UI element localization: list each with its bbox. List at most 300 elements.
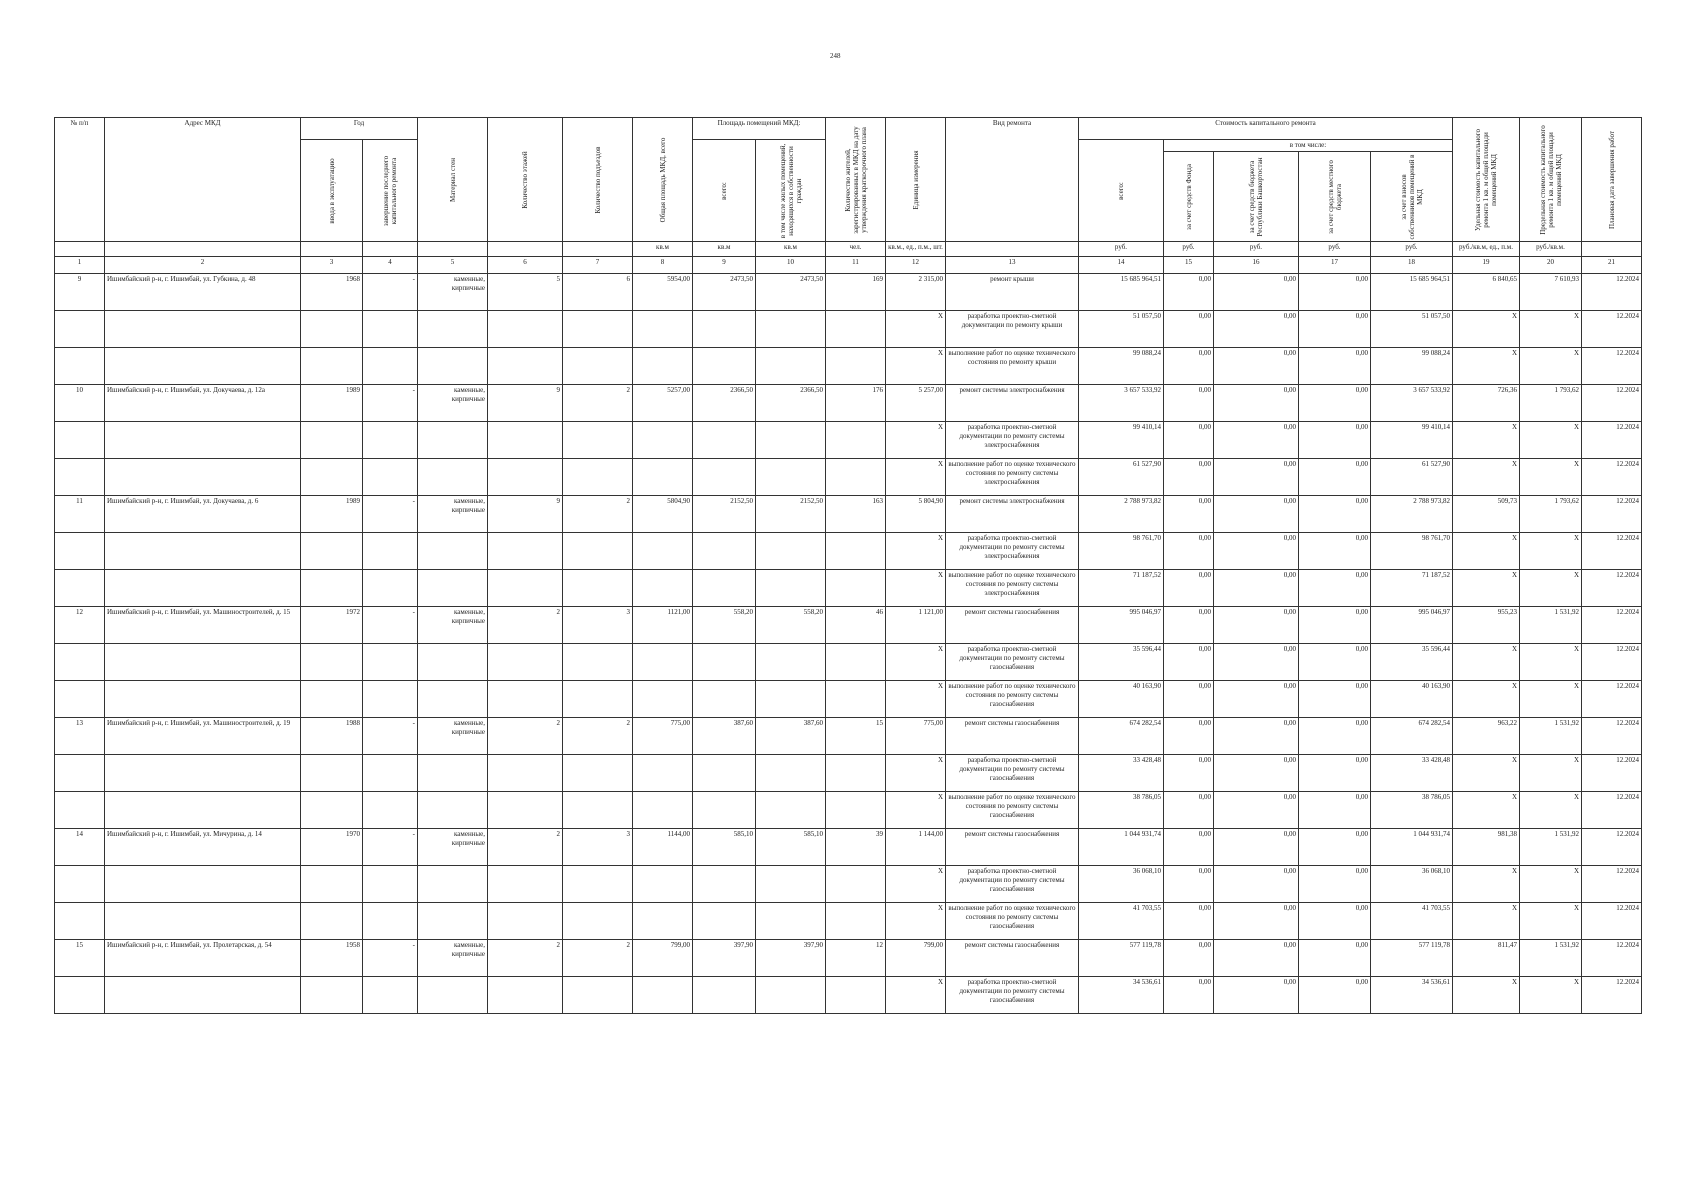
house-floors	[488, 570, 563, 607]
work-limit-cost: X	[1520, 644, 1582, 681]
work-unit-cost: 981,38	[1453, 829, 1520, 866]
house-premises-total: 2473,50	[693, 274, 756, 311]
work-type: ремонт системы газоснабжения	[946, 940, 1079, 977]
header-num: № п/п	[55, 118, 105, 242]
work-cost-total: 99 088,24	[1079, 348, 1164, 385]
header-cost-republic: за счет средств бюджета Республики Башкортостан	[1214, 152, 1299, 242]
work-cost-local: 0,00	[1299, 533, 1371, 570]
work-cost-owners: 38 786,05	[1371, 792, 1453, 829]
header-cost-local: за счет средств местного бюджета	[1299, 152, 1371, 242]
house-last-repair	[363, 311, 418, 348]
header-limit-cost: Предельная стоимость капитального ремонта 1 кв. м общей площади помещений МКД	[1520, 118, 1582, 242]
house-residents	[826, 681, 886, 718]
work-planned-date: 12.2024	[1582, 274, 1642, 311]
house-total-area: 799,00	[633, 940, 693, 977]
house-floors: 2	[488, 607, 563, 644]
header-incl: в том числе:	[1164, 140, 1453, 152]
work-cost-local: 0,00	[1299, 792, 1371, 829]
work-planned-date: 12.2024	[1582, 755, 1642, 792]
house-year: 1989	[301, 496, 363, 533]
house-entrances: 2	[563, 496, 633, 533]
house-premises-total	[693, 903, 756, 940]
work-limit-cost: X	[1520, 977, 1582, 1014]
house-total-area	[633, 866, 693, 903]
house-residents	[826, 644, 886, 681]
house-premises-residential: 558,20	[756, 607, 826, 644]
work-cost-republic: 0,00	[1214, 792, 1299, 829]
house-num: 11	[55, 496, 105, 533]
house-last-repair: -	[363, 385, 418, 422]
work-cost-local: 0,00	[1299, 644, 1371, 681]
header-unit: Единица измерения	[886, 118, 946, 242]
work-limit-cost: X	[1520, 533, 1582, 570]
house-num	[55, 533, 105, 570]
house-address: Ишимбайский р-н, г. Ишимбай, ул. Губкина, д. 48	[105, 274, 301, 311]
work-cost-total: 1 044 931,74	[1079, 829, 1164, 866]
house-num	[55, 755, 105, 792]
header-planned-date: Плановая дата завершения работ	[1582, 118, 1642, 242]
house-residents: 169	[826, 274, 886, 311]
house-entrances: 2	[563, 718, 633, 755]
house-year: 1970	[301, 829, 363, 866]
work-cost-total: 41 703,55	[1079, 903, 1164, 940]
house-num	[55, 866, 105, 903]
work-type: ремонт системы газоснабжения	[946, 607, 1079, 644]
house-entrances	[563, 681, 633, 718]
work-cost-owners: 33 428,48	[1371, 755, 1453, 792]
house-address	[105, 792, 301, 829]
work-cost-owners: 577 119,78	[1371, 940, 1453, 977]
house-total-area	[633, 533, 693, 570]
house-premises-total	[693, 348, 756, 385]
work-type: выполнение работ по оценке технического состояния по ремонту системы газоснабжения	[946, 903, 1079, 940]
house-year	[301, 681, 363, 718]
work-planned-date: 12.2024	[1582, 903, 1642, 940]
house-floors: 2	[488, 718, 563, 755]
house-num: 10	[55, 385, 105, 422]
header-cost-group: Стоимость капитального ремонта	[1079, 118, 1453, 140]
house-address: Ишимбайский р-н, г. Ишимбай, ул. Мичурина, д. 14	[105, 829, 301, 866]
work-cost-owners: 99 410,14	[1371, 422, 1453, 459]
house-residents	[826, 792, 886, 829]
work-unit-cost: X	[1453, 792, 1520, 829]
work-unit-cost: X	[1453, 533, 1520, 570]
work-cost-total: 3 657 533,92	[1079, 385, 1164, 422]
house-entrances: 3	[563, 829, 633, 866]
work-cost-owners: 3 657 533,92	[1371, 385, 1453, 422]
work-cost-owners: 36 068,10	[1371, 866, 1453, 903]
work-unit-cost: 955,23	[1453, 607, 1520, 644]
house-residents: 163	[826, 496, 886, 533]
house-total-area	[633, 903, 693, 940]
house-year	[301, 866, 363, 903]
work-cost-fund: 0,00	[1164, 644, 1214, 681]
unit-cost-owners: руб.	[1371, 242, 1453, 257]
house-last-repair	[363, 570, 418, 607]
house-last-repair	[363, 459, 418, 496]
work-type: разработка проектно-сметной документации по ремонту крыши	[946, 311, 1079, 348]
work-cost-fund: 0,00	[1164, 792, 1214, 829]
work-cost-owners: 71 187,52	[1371, 570, 1453, 607]
table-body	[55, 274, 1642, 1014]
work-unit: 1 144,00	[886, 829, 946, 866]
house-year	[301, 792, 363, 829]
house-premises-residential	[756, 459, 826, 496]
house-num	[55, 644, 105, 681]
work-limit-cost: X	[1520, 755, 1582, 792]
work-type: выполнение работ по оценке технического состояния по ремонту системы электроснабжения	[946, 570, 1079, 607]
table-row	[55, 940, 1642, 977]
house-total-area	[633, 681, 693, 718]
house-residents	[826, 570, 886, 607]
house-material	[418, 570, 488, 607]
house-address	[105, 977, 301, 1014]
header-work-type: Вид ремонта	[946, 118, 1079, 242]
header-address: Адрес МКД	[105, 118, 301, 242]
house-residents: 39	[826, 829, 886, 866]
house-entrances	[563, 644, 633, 681]
work-unit: X	[886, 570, 946, 607]
house-premises-total	[693, 755, 756, 792]
house-total-area	[633, 977, 693, 1014]
house-total-area	[633, 311, 693, 348]
house-num: 12	[55, 607, 105, 644]
work-cost-total: 99 410,14	[1079, 422, 1164, 459]
work-cost-total: 577 119,78	[1079, 940, 1164, 977]
work-planned-date: 12.2024	[1582, 607, 1642, 644]
work-cost-local: 0,00	[1299, 866, 1371, 903]
work-unit-cost: X	[1453, 977, 1520, 1014]
house-premises-total	[693, 422, 756, 459]
table-row	[55, 718, 1642, 755]
work-unit: X	[886, 903, 946, 940]
table-row	[55, 459, 1642, 496]
work-type: выполнение работ по оценке технического состояния по ремонту крыши	[946, 348, 1079, 385]
work-planned-date: 12.2024	[1582, 940, 1642, 977]
house-last-repair	[363, 977, 418, 1014]
work-unit-cost: X	[1453, 348, 1520, 385]
work-cost-republic: 0,00	[1214, 644, 1299, 681]
house-residents	[826, 866, 886, 903]
house-material	[418, 644, 488, 681]
work-cost-republic: 0,00	[1214, 274, 1299, 311]
work-cost-republic: 0,00	[1214, 533, 1299, 570]
header-residents: Количество жителей, зарегистрированных в МКД на дату утверждения краткосрочного плана	[826, 118, 886, 242]
house-last-repair	[363, 533, 418, 570]
house-premises-total: 2366,50	[693, 385, 756, 422]
house-premises-total: 558,20	[693, 607, 756, 644]
house-premises-residential	[756, 348, 826, 385]
table-row	[55, 681, 1642, 718]
unit-limit-cost: руб./кв.м.	[1520, 242, 1582, 257]
work-cost-total: 38 786,05	[1079, 792, 1164, 829]
work-cost-owners: 2 788 973,82	[1371, 496, 1453, 533]
unit-cost-total: руб.	[1079, 242, 1164, 257]
house-material	[418, 792, 488, 829]
house-floors: 2	[488, 940, 563, 977]
house-address	[105, 866, 301, 903]
house-num	[55, 311, 105, 348]
work-cost-owners: 61 527,90	[1371, 459, 1453, 496]
house-year	[301, 570, 363, 607]
work-cost-total: 61 527,90	[1079, 459, 1164, 496]
house-entrances	[563, 533, 633, 570]
house-year: 1972	[301, 607, 363, 644]
work-limit-cost: X	[1520, 570, 1582, 607]
house-total-area: 1121,00	[633, 607, 693, 644]
house-residents	[826, 903, 886, 940]
work-type: выполнение работ по оценке технического состояния по ремонту системы газоснабжения	[946, 792, 1079, 829]
work-planned-date: 12.2024	[1582, 570, 1642, 607]
work-limit-cost: X	[1520, 866, 1582, 903]
work-planned-date: 12.2024	[1582, 311, 1642, 348]
unit-unit: кв.м., ед., п.м., шт.	[886, 242, 946, 257]
house-premises-residential: 2366,50	[756, 385, 826, 422]
house-num	[55, 570, 105, 607]
work-type: ремонт системы газоснабжения	[946, 718, 1079, 755]
table-row	[55, 311, 1642, 348]
house-last-repair: -	[363, 607, 418, 644]
work-cost-fund: 0,00	[1164, 570, 1214, 607]
work-cost-fund: 0,00	[1164, 718, 1214, 755]
work-cost-total: 674 282,54	[1079, 718, 1164, 755]
house-last-repair	[363, 422, 418, 459]
house-material: каменные, кирпичные	[418, 940, 488, 977]
work-cost-republic: 0,00	[1214, 422, 1299, 459]
work-cost-local: 0,00	[1299, 755, 1371, 792]
house-year	[301, 422, 363, 459]
capital-repair-table	[54, 117, 1642, 1014]
work-cost-local: 0,00	[1299, 459, 1371, 496]
house-premises-total	[693, 459, 756, 496]
house-total-area: 1144,00	[633, 829, 693, 866]
house-premises-residential: 2473,50	[756, 274, 826, 311]
work-cost-owners: 51 057,50	[1371, 311, 1453, 348]
work-type: разработка проектно-сметной документации по ремонту системы газоснабжения	[946, 755, 1079, 792]
house-floors	[488, 903, 563, 940]
work-cost-local: 0,00	[1299, 311, 1371, 348]
work-unit-cost: 6 840,65	[1453, 274, 1520, 311]
header-entrances: Количество подъездов	[563, 118, 633, 242]
house-entrances	[563, 348, 633, 385]
work-type: выполнение работ по оценке технического состояния по ремонту системы электроснабжения	[946, 459, 1079, 496]
work-planned-date: 12.2024	[1582, 681, 1642, 718]
work-cost-local: 0,00	[1299, 348, 1371, 385]
house-num	[55, 681, 105, 718]
house-address: Ишимбайский р-н, г. Ишимбай, ул. Докучаева, д. 6	[105, 496, 301, 533]
work-cost-republic: 0,00	[1214, 607, 1299, 644]
house-num	[55, 903, 105, 940]
unit-cost-fund: руб.	[1164, 242, 1214, 257]
table-row	[55, 422, 1642, 459]
house-premises-residential	[756, 644, 826, 681]
work-cost-fund: 0,00	[1164, 903, 1214, 940]
house-entrances: 2	[563, 385, 633, 422]
header-year-group: Год	[301, 118, 418, 140]
house-last-repair: -	[363, 940, 418, 977]
unit-cost-local: руб.	[1299, 242, 1371, 257]
house-material	[418, 422, 488, 459]
work-planned-date: 12.2024	[1582, 422, 1642, 459]
house-floors	[488, 977, 563, 1014]
work-cost-local: 0,00	[1299, 570, 1371, 607]
house-premises-total	[693, 866, 756, 903]
house-year	[301, 348, 363, 385]
house-total-area	[633, 755, 693, 792]
work-unit-cost: X	[1453, 866, 1520, 903]
house-total-area	[633, 792, 693, 829]
work-cost-republic: 0,00	[1214, 977, 1299, 1014]
house-entrances: 6	[563, 274, 633, 311]
house-address: Ишимбайский р-н, г. Ишимбай, ул. Машиностроителей, д. 15	[105, 607, 301, 644]
house-floors	[488, 792, 563, 829]
work-type: ремонт системы электроснабжения	[946, 385, 1079, 422]
work-type: разработка проектно-сметной документации по ремонту системы электроснабжения	[946, 533, 1079, 570]
house-floors: 2	[488, 829, 563, 866]
house-residents	[826, 422, 886, 459]
work-cost-republic: 0,00	[1214, 681, 1299, 718]
house-year	[301, 644, 363, 681]
work-type: выполнение работ по оценке технического состояния по ремонту системы газоснабжения	[946, 681, 1079, 718]
house-premises-residential	[756, 681, 826, 718]
house-floors	[488, 348, 563, 385]
house-address	[105, 311, 301, 348]
work-cost-fund: 0,00	[1164, 755, 1214, 792]
work-limit-cost: 1 531,92	[1520, 940, 1582, 977]
house-material: каменные, кирпичные	[418, 496, 488, 533]
work-cost-total: 995 046,97	[1079, 607, 1164, 644]
house-last-repair	[363, 792, 418, 829]
work-cost-owners: 98 761,70	[1371, 533, 1453, 570]
house-entrances	[563, 792, 633, 829]
work-cost-fund: 0,00	[1164, 348, 1214, 385]
house-last-repair: -	[363, 274, 418, 311]
house-num: 9	[55, 274, 105, 311]
work-cost-local: 0,00	[1299, 940, 1371, 977]
work-unit: 775,00	[886, 718, 946, 755]
work-cost-republic: 0,00	[1214, 570, 1299, 607]
house-address: Ишимбайский р-н, г. Ишимбай, ул. Машиностроителей, д. 19	[105, 718, 301, 755]
work-planned-date: 12.2024	[1582, 533, 1642, 570]
work-limit-cost: 7 610,93	[1520, 274, 1582, 311]
work-cost-total: 34 536,61	[1079, 977, 1164, 1014]
house-material: каменные, кирпичные	[418, 274, 488, 311]
house-material	[418, 977, 488, 1014]
work-unit-cost: 963,22	[1453, 718, 1520, 755]
table-row	[55, 866, 1642, 903]
house-last-repair: -	[363, 829, 418, 866]
house-premises-residential: 387,60	[756, 718, 826, 755]
work-unit: 5 804,90	[886, 496, 946, 533]
house-premises-total	[693, 644, 756, 681]
house-total-area	[633, 459, 693, 496]
work-limit-cost: X	[1520, 348, 1582, 385]
work-cost-fund: 0,00	[1164, 607, 1214, 644]
house-premises-residential: 2152,50	[756, 496, 826, 533]
house-last-repair	[363, 681, 418, 718]
work-unit-cost: X	[1453, 755, 1520, 792]
house-floors: 9	[488, 496, 563, 533]
house-residents: 176	[826, 385, 886, 422]
work-cost-owners: 15 685 964,51	[1371, 274, 1453, 311]
house-entrances	[563, 459, 633, 496]
header-wall-material: Материал стен	[418, 118, 488, 242]
house-last-repair: -	[363, 718, 418, 755]
house-residents: 15	[826, 718, 886, 755]
work-cost-owners: 35 596,44	[1371, 644, 1453, 681]
header-year-commission: ввода в эксплуатацию	[301, 140, 363, 242]
house-last-repair: -	[363, 496, 418, 533]
header-premises-group: Площадь помещений МКД:	[693, 118, 826, 140]
house-residents	[826, 977, 886, 1014]
house-year: 1958	[301, 940, 363, 977]
house-total-area: 5804,90	[633, 496, 693, 533]
house-floors	[488, 459, 563, 496]
work-unit: X	[886, 866, 946, 903]
work-unit: X	[886, 348, 946, 385]
house-year	[301, 533, 363, 570]
house-residents	[826, 755, 886, 792]
work-cost-local: 0,00	[1299, 829, 1371, 866]
house-premises-residential	[756, 903, 826, 940]
work-limit-cost: X	[1520, 422, 1582, 459]
work-cost-fund: 0,00	[1164, 533, 1214, 570]
work-unit-cost: X	[1453, 422, 1520, 459]
house-entrances	[563, 422, 633, 459]
work-unit: X	[886, 681, 946, 718]
house-address: Ишимбайский р-н, г. Ишимбай, ул. Пролетарская, д. 54	[105, 940, 301, 977]
house-entrances	[563, 903, 633, 940]
house-num: 14	[55, 829, 105, 866]
work-cost-owners: 34 536,61	[1371, 977, 1453, 1014]
house-premises-residential	[756, 755, 826, 792]
work-type: ремонт крыши	[946, 274, 1079, 311]
work-cost-republic: 0,00	[1214, 829, 1299, 866]
house-residents	[826, 311, 886, 348]
house-material	[418, 866, 488, 903]
work-cost-local: 0,00	[1299, 274, 1371, 311]
work-planned-date: 12.2024	[1582, 385, 1642, 422]
house-entrances: 2	[563, 940, 633, 977]
house-floors	[488, 422, 563, 459]
work-planned-date: 12.2024	[1582, 459, 1642, 496]
house-material	[418, 459, 488, 496]
work-planned-date: 12.2024	[1582, 829, 1642, 866]
table-row	[55, 755, 1642, 792]
house-num	[55, 459, 105, 496]
work-cost-local: 0,00	[1299, 385, 1371, 422]
house-premises-residential: 397,90	[756, 940, 826, 977]
work-limit-cost: 1 531,92	[1520, 607, 1582, 644]
house-entrances	[563, 570, 633, 607]
work-limit-cost: X	[1520, 903, 1582, 940]
house-floors	[488, 311, 563, 348]
work-unit-cost: X	[1453, 903, 1520, 940]
work-cost-republic: 0,00	[1214, 755, 1299, 792]
unit-premises-residential: кв.м	[756, 242, 826, 257]
house-residents: 46	[826, 607, 886, 644]
house-last-repair	[363, 348, 418, 385]
work-limit-cost: X	[1520, 681, 1582, 718]
house-year	[301, 755, 363, 792]
column-numbers-row: 1 2 3 4 5 6 7 8 9 10 11 12 13 14 15 16 17 18 19 20 21	[55, 257, 1642, 274]
house-num	[55, 977, 105, 1014]
house-floors	[488, 533, 563, 570]
house-material	[418, 311, 488, 348]
house-year: 1988	[301, 718, 363, 755]
table-row	[55, 348, 1642, 385]
work-cost-fund: 0,00	[1164, 940, 1214, 977]
